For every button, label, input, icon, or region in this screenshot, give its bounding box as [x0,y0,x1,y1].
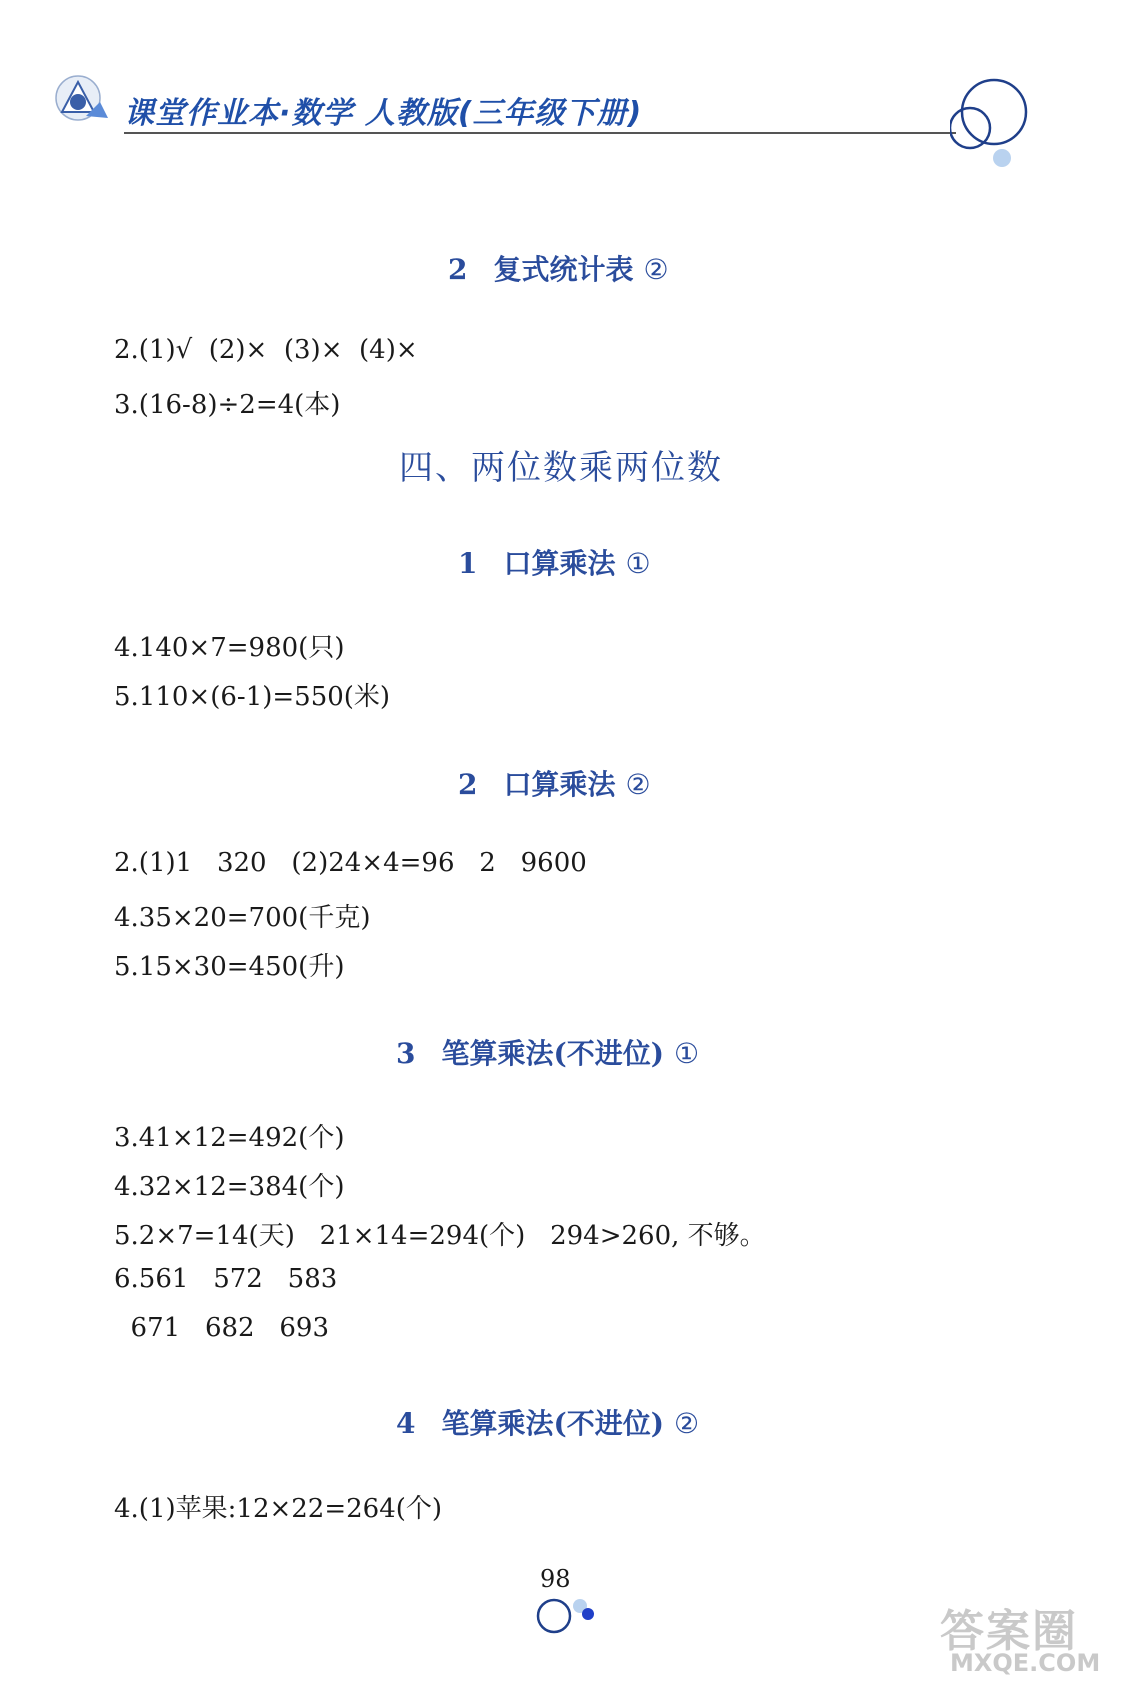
section-number: 2 [458,768,478,801]
answer-line: 4.32×12=384(个) [114,1172,345,1202]
answer-line: 2.(1)√ (2)× (3)× (4)× [114,335,418,365]
section-title [458,542,651,582]
section-circle-number: ① [673,1037,700,1070]
section-label: 口算乘法 [503,768,616,801]
section-circle-number: ① [625,547,651,580]
answer-line: 2.(1)1 320 (2)24×4=96 2 9600 [114,848,587,878]
header-title: 课堂作业本·数学 人教版(三年级下册) [124,96,643,131]
watermark-text: 答案圈 [940,1606,1078,1657]
answer-line: 5.2×7=14(天) 21×14=294(个) 294>260, 不够。 [114,1221,766,1251]
answer-line: 4.140×7=980(只) [114,633,345,663]
section-title [458,763,651,803]
section-label: 复式统计表 [493,253,634,286]
section-label: 笔算乘法(不进位) [441,1407,664,1440]
answer-line: 4.(1)苹果:12×22=264(个) [114,1494,443,1524]
section-title [448,248,669,288]
logo-icon [48,72,118,136]
section-label: 口算乘法 [503,547,616,580]
answer-line: 4.35×20=700(千克) [114,903,371,933]
answer-line: 5.110×(6-1)=550(米) [114,682,391,712]
section-circle-number: ② [673,1407,700,1440]
section-number: 2 [448,253,468,286]
chapter-title: 四、两位数乘两位数 [399,448,723,488]
watermark [940,1595,1120,1681]
page-number: 98 [540,1565,571,1593]
section-circle-number: ② [643,253,669,286]
watermark-url: MXQE.COM [950,1649,1101,1677]
section-number: 1 [458,547,478,580]
section-circle-number: ② [625,768,651,801]
section-number: 4 [396,1407,416,1440]
section-title [396,1032,699,1072]
section-title [396,1402,699,1442]
answer-line: 6.561 572 583 [114,1264,338,1294]
answer-line: 5.15×30=450(升) [114,952,345,982]
footer-circles-icon [530,1588,600,1642]
answer-line: 3.41×12=492(个) [114,1123,345,1153]
section-number: 3 [396,1037,416,1070]
answer-line: 671 682 693 [114,1313,329,1343]
decorative-circles-icon [950,78,1040,182]
section-label: 笔算乘法(不进位) [441,1037,664,1070]
answer-line: 3.(16-8)÷2=4(本) [114,390,341,420]
header-rule [124,132,956,134]
